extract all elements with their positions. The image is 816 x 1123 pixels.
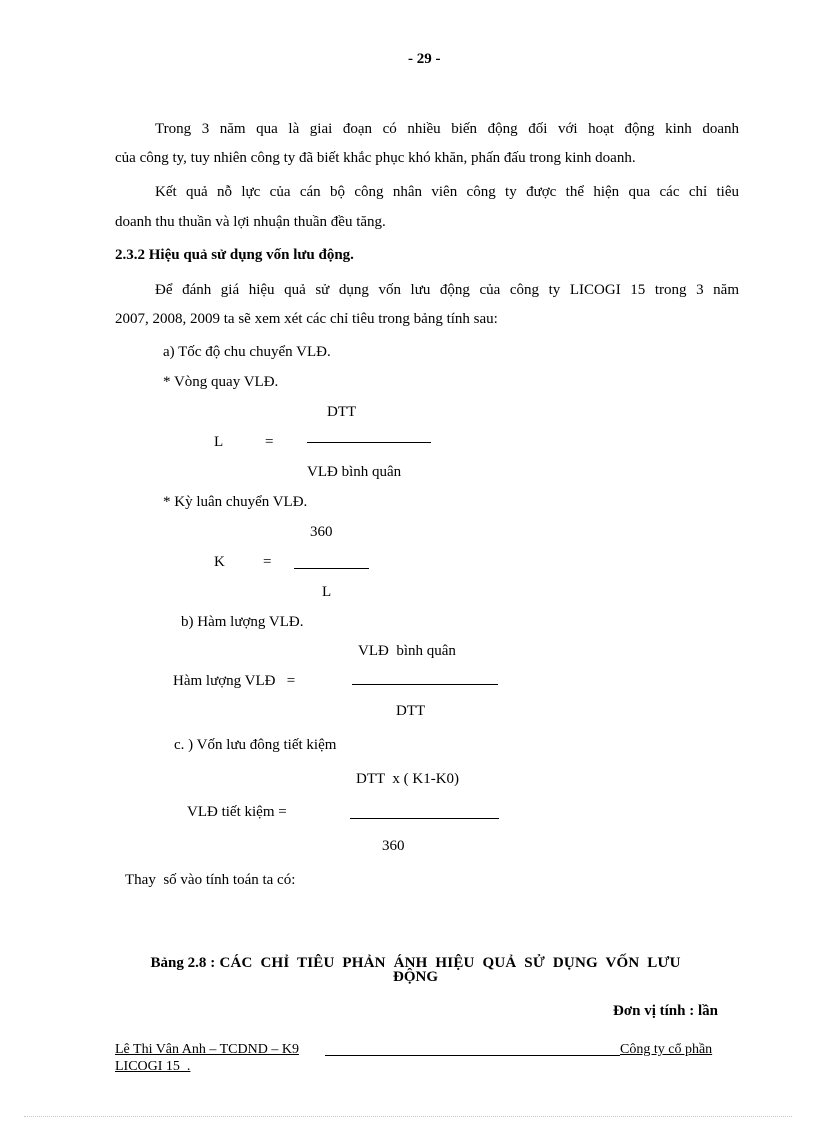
footer-company-line-2: LICOGI 15 . (115, 1059, 191, 1074)
formula-hl-label: Hàm lượng VLĐ = (173, 673, 296, 689)
formula-a-title: a) Tốc độ chu chuyển VLĐ. (163, 344, 331, 360)
formula-b-title: b) Hàm lượng VLĐ. (181, 614, 304, 630)
paragraph-1-line-1: Trong 3 năm qua là giai đoạn có nhiều biến động đối với hoạt động kinh doanh (155, 121, 739, 137)
formula-k-fraction-bar (294, 568, 369, 569)
formula-hl-fraction-bar (352, 684, 498, 685)
paragraph-1-line-2: của công ty, tuy nhiên công ty đã biết khắc phục khó khăn, phấn đấu trong kinh doanh. (115, 150, 636, 166)
table-caption-prefix: Bảng 2.8 (150, 955, 207, 971)
paragraph-3-line-1: Để đánh giá hiệu quả sử dụng vốn lưu động của công ty LICOGI 15 trong 3 năm (155, 282, 739, 298)
table-caption-line-1 (143, 936, 681, 972)
formula-c-title: c. ) Vốn lưu đông tiết kiệm (174, 737, 337, 753)
formula-l-denominator: VLĐ bình quân (307, 464, 402, 480)
table-unit: Đơn vị tính : lần (613, 1003, 718, 1019)
formula-tk-numerator: DTT x ( K1-K0) (356, 771, 460, 787)
page-bottom-border (24, 1116, 792, 1117)
formula-l-numerator: DTT (327, 404, 357, 420)
formula-l-symbol: L (214, 434, 224, 450)
formula-k-numerator: 360 (310, 524, 333, 540)
vong-quay-title: * Vòng quay VLĐ. (163, 374, 279, 390)
thay-so-text: Thay số vào tính toán ta có: (125, 872, 296, 888)
formula-k-equals: = (263, 554, 272, 570)
formula-k-denominator: L (322, 584, 332, 600)
table-caption-title: : CÁC CHỈ TIÊU PHẢN ÁNH HIỆU QUẢ SỬ DỤNG VỐN LƯU (206, 955, 681, 971)
formula-tk-label: VLĐ tiết kiệm = (187, 804, 287, 820)
footer-rule (325, 1055, 620, 1056)
formula-l-equals: = (265, 434, 274, 450)
footer-author: Lê Thi Vân Anh – TCDND – K9 (115, 1042, 299, 1057)
footer-company: Công ty cổ phần (620, 1042, 713, 1057)
paragraph-2-line-1: Kết quả nỗ lực của cán bộ công nhân viên công ty được thể hiện qua các chỉ tiêu (155, 184, 739, 200)
formula-hl-denominator: DTT (396, 703, 426, 719)
ky-luan-chuyen-title: * Kỳ luân chuyển VLĐ. (163, 494, 308, 510)
formula-hl-numerator: VLĐ bình quân (358, 643, 456, 659)
section-heading: 2.3.2 Hiệu quả sử dụng vốn lưu động. (115, 247, 354, 263)
page-number: - 29 - (408, 51, 441, 67)
formula-l-fraction-bar (307, 442, 431, 443)
table-caption-line-2: ĐỘNG (393, 969, 438, 985)
formula-tk-denominator: 360 (382, 838, 405, 854)
paragraph-2-line-2: doanh thu thuần và lợi nhuận thuần đều tăng. (115, 214, 386, 230)
formula-tk-fraction-bar (350, 818, 499, 819)
formula-k-symbol: K (214, 554, 225, 570)
paragraph-3-line-2: 2007, 2008, 2009 ta sẽ xem xét các chỉ tiêu trong bảng tính sau: (115, 311, 498, 327)
